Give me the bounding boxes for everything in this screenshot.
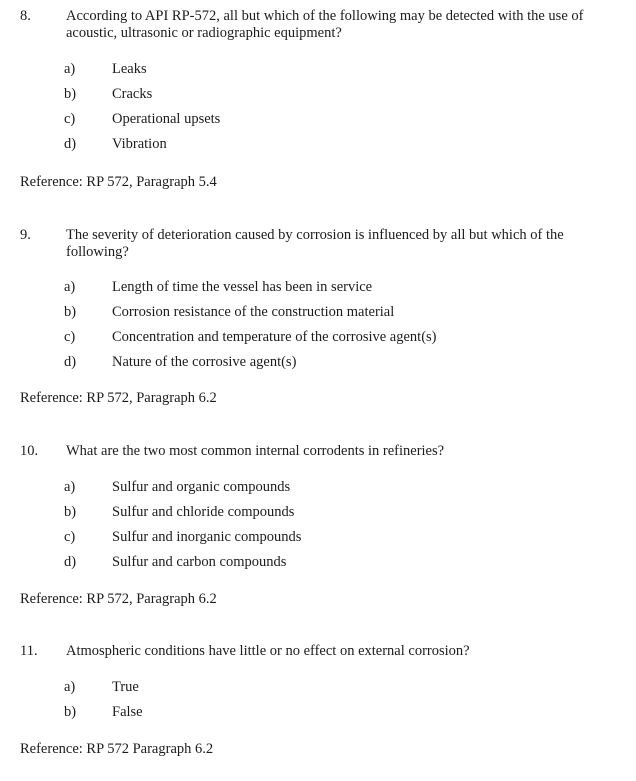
option-text: Corrosion resistance of the construction material: [112, 304, 395, 320]
option-text: True: [112, 679, 139, 695]
question-number: 11.: [20, 643, 38, 659]
option-letter: a): [64, 679, 76, 695]
option-text: Sulfur and chloride compounds: [112, 504, 295, 520]
option-text: Nature of the corrosive agent(s): [112, 354, 297, 370]
reference-10: Reference: RP 572, Paragraph 6.2: [20, 591, 217, 607]
option-letter: d): [64, 554, 77, 570]
reference-11: Reference: RP 572 Paragraph 6.2: [20, 741, 214, 757]
option-letter: b): [64, 86, 77, 102]
option-letter: b): [64, 304, 77, 320]
option-letter: a): [64, 479, 76, 495]
question-text: According to API RP-572, all but which of the following may be detected with the use of acoustic, ultrasonic or radiographic equipment?: [66, 8, 584, 41]
option-letter: d): [64, 136, 77, 152]
option-text: Leaks: [112, 61, 147, 77]
option-text: Operational upsets: [112, 111, 221, 127]
option-letter: b): [64, 704, 77, 720]
reference-8: Reference: RP 572, Paragraph 5.4: [20, 174, 217, 190]
option-letter: a): [64, 61, 76, 77]
option-text: Concentration and temperature of the corrosive agent(s): [112, 329, 437, 345]
question-number: 10.: [20, 443, 39, 459]
option-letter: d): [64, 354, 77, 370]
option-text: Cracks: [112, 86, 153, 102]
question-text: What are the two most common internal corrodents in refineries?: [66, 443, 445, 459]
question-number: 8.: [20, 8, 31, 24]
reference-9: Reference: RP 572, Paragraph 6.2: [20, 390, 217, 406]
option-text: Sulfur and organic compounds: [112, 479, 291, 495]
option-letter: b): [64, 504, 77, 520]
option-text: Length of time the vessel has been in service: [112, 279, 373, 295]
option-text: Vibration: [112, 136, 167, 152]
option-text: Sulfur and inorganic compounds: [112, 529, 302, 545]
option-letter: c): [64, 111, 76, 127]
option-letter: c): [64, 529, 76, 545]
question-text: Atmospheric conditions have little or no effect on external corrosion?: [66, 643, 470, 659]
option-text: Sulfur and carbon compounds: [112, 554, 287, 570]
question-text: The severity of deterioration caused by corrosion is influenced by all but which of the following?: [66, 227, 564, 260]
option-letter: c): [64, 329, 76, 345]
question-number: 9.: [20, 227, 31, 243]
option-letter: a): [64, 279, 76, 295]
option-text: False: [112, 704, 143, 720]
